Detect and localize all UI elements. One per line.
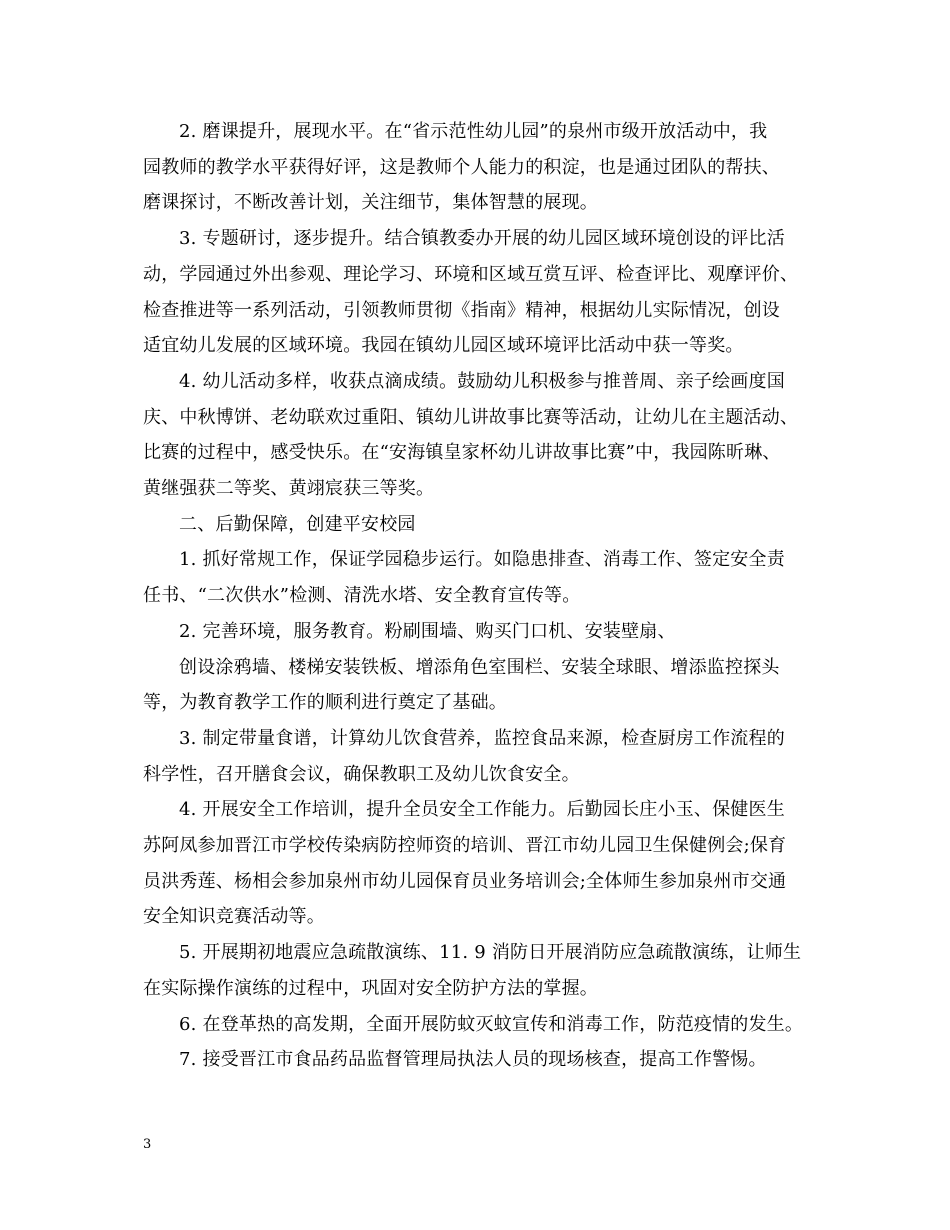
paragraph-evacuation-drills bbox=[143, 935, 805, 1006]
text-line: 比赛的过程中，感受快乐。在“安海镇皇家杯幼儿讲故事比赛”中，我园陈昕琳、 bbox=[143, 442, 781, 464]
text-line: 7. 接受晋江市食品药品监督管理局执法人员的现场核查，提高工作警惕。 bbox=[179, 1049, 767, 1071]
section-heading-text: 二、后勤保障，创建平安校园 bbox=[179, 513, 416, 535]
text-line: 1. 抓好常规工作，保证学园稳步运行。如隐患排查、消毒工作、签定安全责 bbox=[179, 549, 785, 571]
text-line: 6. 在登革热的高发期，全面开展防蚊灭蚊宣传和消毒工作，防范疫情的发生。 bbox=[179, 1013, 804, 1035]
paragraph-teaching-polish bbox=[143, 114, 805, 221]
text-line: 5. 开展期初地震应急疏散演练、11. 9 消防日开展消防应急疏散演练，让师生 bbox=[179, 942, 802, 964]
text-line: 等，为教育教学工作的顺利进行奠定了基础。 bbox=[143, 692, 507, 714]
text-line: 磨课探讨，不断改善计划，关注细节，集体智慧的展现。 bbox=[143, 192, 598, 214]
page-number: 3 bbox=[143, 1137, 152, 1152]
text-line: 创设涂鸦墙、楼梯安装铁板、增添角色室围栏、安装全球眼、增添监控探头 bbox=[179, 656, 780, 678]
text-line: 4. 幼儿活动多样，收获点滴成绩。鼓励幼儿积极参与推普周、亲子绘画度国 bbox=[179, 370, 785, 392]
section-heading-logistics bbox=[143, 507, 805, 543]
document-body bbox=[143, 114, 805, 1078]
text-line: 适宜幼儿发展的区域环境。我园在镇幼儿园区域环境评比活动中获一等奖。 bbox=[143, 335, 744, 357]
paragraph-routine-work bbox=[143, 542, 805, 613]
paragraph-child-activities bbox=[143, 364, 805, 507]
paragraph-topic-research bbox=[143, 221, 805, 364]
text-line: 园教师的教学水平获得好评，这是教师个人能力的积淀，也是通过团队的帮扶、 bbox=[143, 156, 780, 178]
paragraph-dengue-prevention bbox=[143, 1007, 805, 1043]
paragraph-food-safety bbox=[143, 721, 805, 792]
paragraph-safety-training bbox=[143, 792, 805, 935]
text-line: 检查推进等一系列活动，引领教师贯彻《指南》精神，根据幼儿实际情况，创设 bbox=[143, 299, 780, 321]
text-line: 科学性，召开膳食会议，确保教职工及幼儿饮食安全。 bbox=[143, 763, 580, 785]
text-line: 任书、“二次供水”检测、清洗水塔、安全教育宣传等。 bbox=[143, 585, 581, 607]
text-line: 员洪秀莲、杨相会参加泉州市幼儿园保育员业务培训会;全体师生参加泉州市交通 bbox=[143, 870, 787, 892]
text-line: 庆、中秋博饼、老幼联欢过重阳、镇幼儿讲故事比赛等活动，让幼儿在主题活动、 bbox=[143, 406, 799, 428]
text-line: 动，学园通过外出参观、理论学习、环境和区域互赏互评、检查评比、观摩评价、 bbox=[143, 263, 799, 285]
paragraph-inspection bbox=[143, 1042, 805, 1078]
text-line: 3. 专题研讨，逐步提升。结合镇教委办开展的幼儿园区域环境创设的评比活 bbox=[179, 228, 785, 250]
paragraph-improve-environment-cont bbox=[143, 650, 805, 721]
text-line: 安全知识竞赛活动等。 bbox=[143, 906, 325, 928]
text-line: 苏阿凤参加晋江市学校传染病防控师资的培训、晋江市幼儿园卫生保健例会;保育 bbox=[143, 835, 787, 857]
text-line: 在实际操作演练的过程中，巩固对安全防护方法的掌握。 bbox=[143, 977, 598, 999]
text-line: 2. 磨课提升，展现水平。在“省示范性幼儿园”的泉州市级开放活动中，我 bbox=[179, 121, 768, 142]
text-line: 4. 开展安全工作培训，提升全员安全工作能力。后勤园长庄小玉、保健医生 bbox=[179, 799, 785, 821]
paragraph-improve-environment bbox=[143, 614, 805, 650]
text-line: 黄继强获二等奖、黄翊宸获三等奖。 bbox=[143, 478, 435, 500]
text-line: 2. 完善环境，服务教育。粉刷围墙、购买门口机、安装壁扇、 bbox=[179, 620, 676, 642]
text-line: 3. 制定带量食谱，计算幼儿饮食营养，监控食品来源，检查厨房工作流程的 bbox=[179, 727, 785, 749]
